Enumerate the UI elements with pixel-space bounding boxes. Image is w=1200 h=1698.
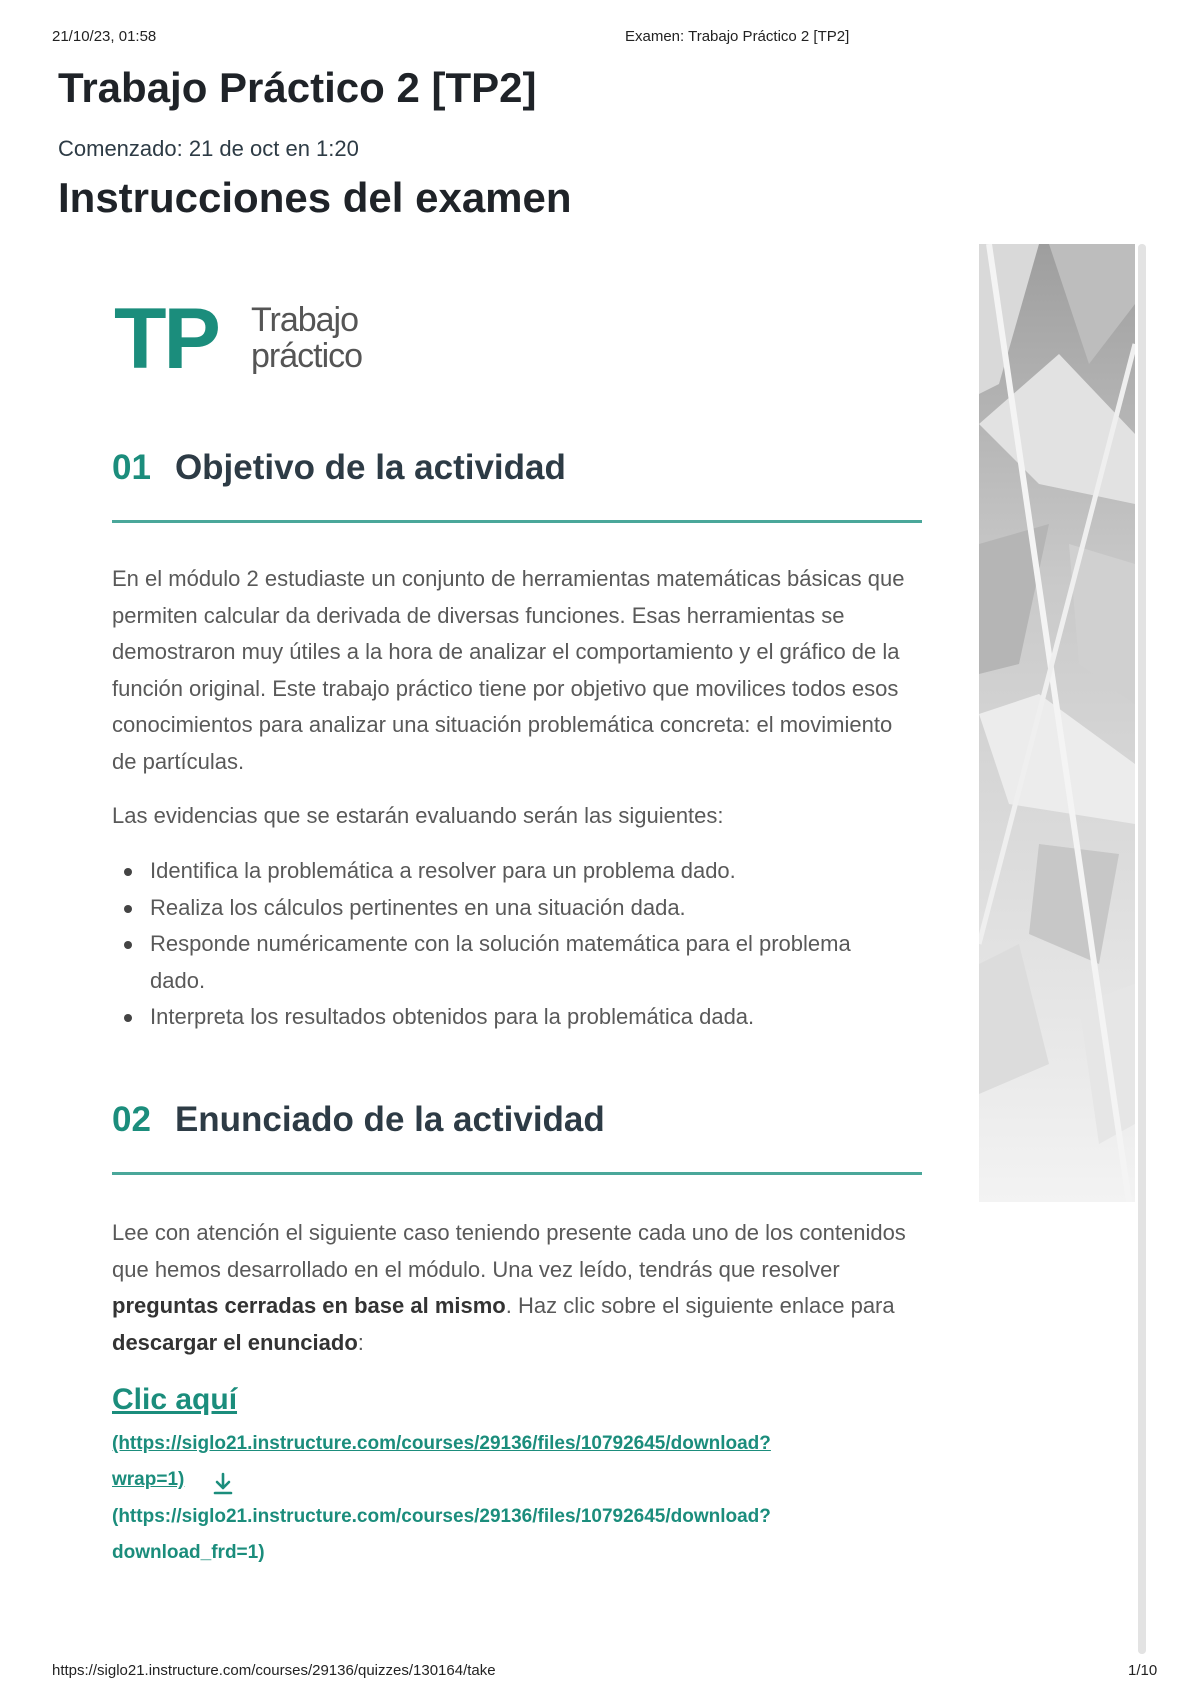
print-header [52, 28, 1148, 48]
print-page-number: 1/10 [1128, 1662, 1158, 1679]
download-link[interactable]: Clic aquí [112, 1383, 238, 1416]
section-divider [112, 1172, 922, 1175]
decorative-background-image [979, 244, 1135, 1202]
statement-bold-b: descargar el enunciado [112, 1329, 358, 1355]
section-divider [112, 520, 922, 523]
list-item: Identifica la problemática a resolver para un problema dado. [112, 853, 902, 890]
list-item: Realiza los cálculos pertinentes en una situación dada. [112, 890, 902, 927]
download-direct-url[interactable]: (https://siglo21.instructure.com/courses/29136/files/10792645/download? [112, 1506, 771, 1527]
scrollbar[interactable] [1138, 244, 1146, 1654]
evidence-intro: Las evidencias que se estarán evaluando serán las siguientes: [112, 803, 724, 828]
list-item: Responde numéricamente con la solución matemática para el problema dado. [112, 926, 902, 999]
section-objective-heading [112, 448, 566, 488]
statement-text-c: : [357, 1329, 364, 1355]
section-title: Objetivo de la actividad [174, 448, 566, 487]
logo-line-1: Trabajo [251, 301, 359, 339]
list-item: Interpreta los resultados obtenidos para la problemática dada. [112, 999, 902, 1036]
statement-text-a: Lee con atención el siguiente caso teniendo presente cada uno de los contenidos que hemos desarrollado en el módulo. Una vez leído, tendrás que resolver [112, 1220, 906, 1282]
scrollbar-thumb[interactable] [1138, 244, 1146, 1654]
evidence-list [112, 853, 902, 1036]
print-doc-title: Examen: Trabajo Práctico 2 [TP2] [625, 28, 850, 45]
statement-text-b: . Haz clic sobre el siguiente enlace para [505, 1293, 895, 1318]
statement-paragraph [112, 1215, 912, 1361]
logo-mark: TP [114, 291, 218, 387]
print-footer-url: https://siglo21.instructure.com/courses/29136/quizzes/130164/take [52, 1662, 496, 1679]
started-timestamp: Comenzado: 21 de oct en 1:20 [58, 136, 359, 161]
page-title: Trabajo Práctico 2 [TP2] [58, 64, 537, 111]
section-number: 01 [112, 448, 151, 487]
section-statement-heading [112, 1100, 605, 1140]
download-direct-url-2[interactable]: download_frd=1) [112, 1542, 265, 1563]
logo-line-2: práctico [251, 337, 363, 375]
download-icon[interactable] [210, 1471, 236, 1497]
instructions-title: Instrucciones del examen [58, 174, 572, 221]
download-link-url-2[interactable]: wrap=1) [112, 1469, 185, 1490]
objective-paragraph: En el módulo 2 estudiaste un conjunto de herramientas matemáticas básicas que permiten calcular da derivada de diversas funciones. Esas herramientas se demostraron muy útiles a la hora de analizar el comportamiento y el gráfico de la función original. Este trabajo práctico tiene por objetivo que movilices todos esos conocimientos para analizar una situación problemática concreta: el movimiento de partículas. [112, 566, 905, 774]
statement-bold-a: preguntas cerradas en base al mismo [112, 1293, 506, 1318]
print-datetime: 21/10/23, 01:58 [52, 28, 157, 45]
download-link-url[interactable]: (https://siglo21.instructure.com/courses/29136/files/10792645/download? [112, 1433, 771, 1454]
logo-text [251, 302, 362, 374]
section-number: 02 [112, 1100, 151, 1139]
section-title: Enunciado de la actividad [174, 1100, 605, 1139]
